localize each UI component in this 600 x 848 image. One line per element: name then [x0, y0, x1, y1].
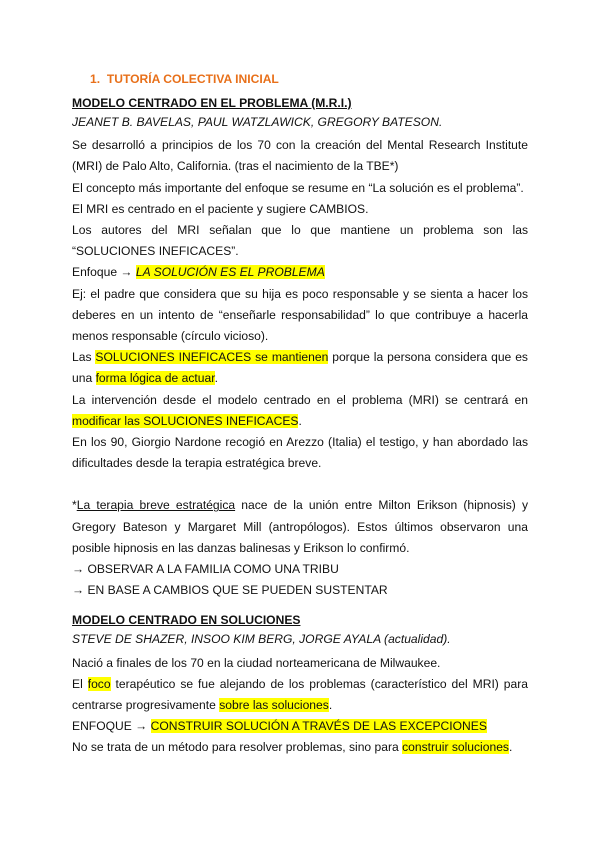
solution-model-p2 [72, 674, 528, 716]
solution-model-heading: MODELO CENTRADO EN SOLUCIONES [72, 613, 301, 628]
spacer [72, 474, 528, 495]
problem-model-p8 [72, 390, 528, 432]
solution-model-p4 [72, 737, 528, 758]
problem-model-p4: Los autores del MRI señalan que lo que mantiene un problema son las “SOLUCIONES INEFICACES”. [72, 223, 528, 259]
problem-model-p5 [72, 262, 528, 283]
problem-model-p9: En los 90, Giorgio Nardone recogió en Arezzo (Italia) el testigo, y han abordado las dificultades desde la terapia estratégica breve. [72, 435, 528, 471]
brief-therapy-bullet-2: → EN BASE A CAMBIOS QUE SE PUEDEN SUSTENTAR [72, 583, 388, 598]
p7-highlight-1: SOLUCIONES INEFICACES se mantienen [95, 350, 329, 365]
sp4-highlight: construir soluciones [402, 740, 509, 755]
sp2-highlight-2: sobre las soluciones [219, 698, 329, 713]
sp2-text-c: . [328, 698, 333, 713]
section-number: 1. [90, 72, 101, 86]
p7-text-a: Las [72, 350, 92, 365]
problem-model-authors: JEANET B. BAVELAS, PAUL WATZLAWICK, GREGORY BATESON. [72, 115, 443, 129]
sp2-text-a: El [72, 676, 83, 691]
sp4-text-b: . [508, 740, 513, 755]
sp2-text-b: terapéutico se fue alejando de los problemas (característico del MRI) para centrarse progresivamente [72, 676, 528, 713]
p7-text-c: . [214, 371, 218, 386]
section-title-text: TUTORÍA COLECTIVA INICIAL [106, 72, 279, 86]
spacer [72, 601, 528, 611]
problem-model-heading: MODELO CENTRADO EN EL PROBLEMA (M.R.I.) [72, 96, 352, 110]
problem-model-p1: Se desarrolló a principios de los 70 con la creación del Mental Research Institute (MRI) de Palo Alto, California. (tras el nacimiento de la TBE*) [72, 138, 528, 174]
solution-model-authors: STEVE DE SHAZER, INSOO KIM BERG, JORGE AYALA (actualidad). [72, 632, 451, 647]
p8-text-b: . [298, 413, 302, 428]
sp2-highlight-1: foco [87, 676, 111, 691]
sp4-text-a: No se trata de un método para resolver problemas, sino para [72, 740, 399, 755]
focus-highlight: LA SOLUCIÓN ES EL PROBLEMA [135, 265, 325, 280]
problem-model-p6: Ej: el padre que considera que su hija es poco responsable y se sienta a hacer los deberes en un intento de “enseñarle responsabilidad” lo que contribuye a hacerla menos responsable (círculo vicioso). [72, 286, 528, 344]
solution-model-p1: Nació a finales de los 70 en la ciudad norteamericana de Milwaukee. [72, 655, 441, 670]
problem-model-p2: El concepto más importante del enfoque se resume en “La solución es el problema”. [72, 180, 524, 195]
problem-model-p7 [72, 347, 528, 389]
p7-text-b: porque la persona considera que es una [72, 350, 528, 386]
p7-highlight-2: forma lógica de actuar [95, 371, 215, 386]
p8-highlight: modificar las SOLUCIONES INEFICACES [72, 413, 299, 428]
section-title [90, 70, 528, 88]
sp3-prefix: ENFOQUE → [72, 719, 148, 734]
focus-prefix: Enfoque → [72, 265, 133, 280]
problem-model-p3: El MRI es centrado en el paciente y sugiere CAMBIOS. [72, 201, 369, 216]
sp3-highlight: CONSTRUIR SOLUCIÓN A TRAVÉS DE LAS EXCEPCIONES [150, 719, 487, 734]
p8-text-a: La intervención desde el modelo centrado en el problema (MRI) se centrará en [72, 392, 528, 407]
brief-therapy-term: La terapia breve estratégica [76, 498, 236, 513]
footnote-star: * [72, 498, 77, 513]
brief-therapy-paragraph [72, 495, 528, 559]
brief-therapy-bullet-1: → OBSERVAR A LA FAMILIA COMO UNA TRIBU [72, 562, 339, 577]
solution-model-p3 [72, 716, 528, 737]
brief-therapy-text: nace de la unión entre Milton Erikson (hipnosis) y Gregory Bateson y Margaret Mill (antropólogos). Estos últimos observaron una posible hipnosis en las danzas balinesas y Erikson lo confirmó. [72, 498, 528, 555]
